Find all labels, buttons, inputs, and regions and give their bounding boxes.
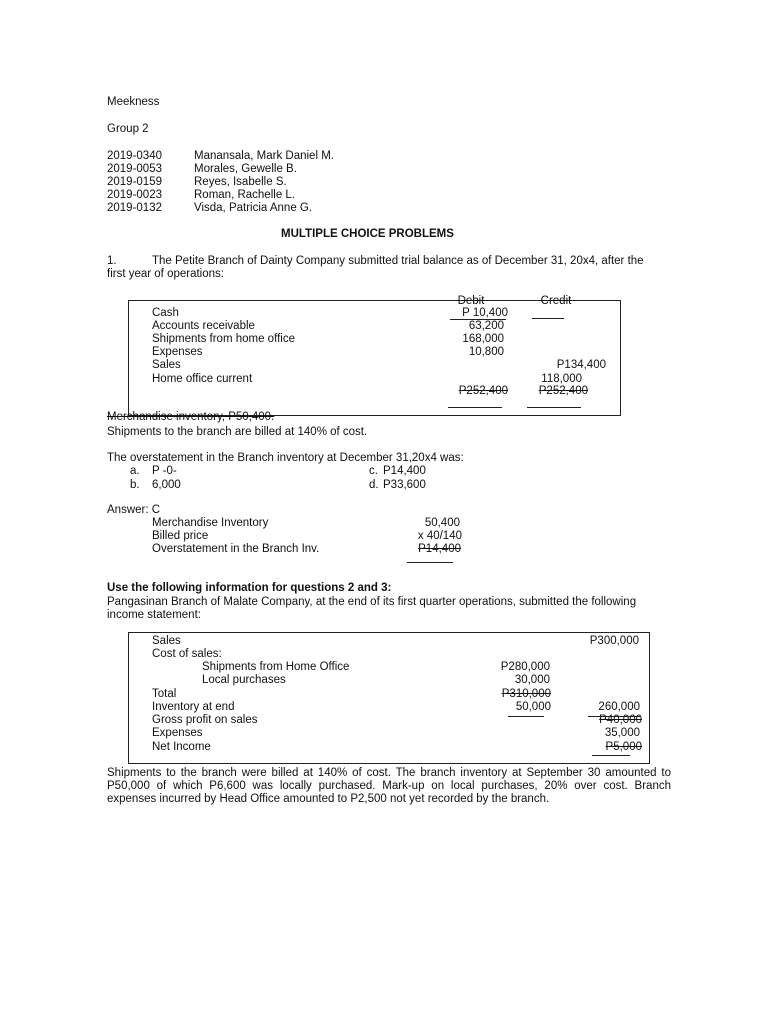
debit-value: 10,800 bbox=[468, 346, 504, 358]
line-label: Local purchases bbox=[202, 674, 286, 686]
info-heading: Use the following information for questions 2 and 3: bbox=[107, 582, 392, 594]
choice-text: P14,400 bbox=[383, 465, 426, 477]
intro-text: Pangasinan Branch of Malate Company, at the end of its first quarter operations, submitted the following bbox=[107, 596, 637, 608]
account-label: Expenses bbox=[152, 346, 203, 358]
account-label: Sales bbox=[152, 359, 181, 371]
line-label: Shipments from Home Office bbox=[202, 661, 350, 673]
solution-value: 50,400 bbox=[424, 517, 460, 529]
line-value: P280,000 bbox=[500, 661, 550, 673]
account-label: Accounts receivable bbox=[152, 320, 255, 332]
underline bbox=[588, 716, 640, 717]
line-label: Cost of sales: bbox=[152, 648, 222, 660]
double-underline bbox=[527, 407, 581, 408]
solution-label: Merchandise Inventory bbox=[152, 517, 269, 529]
underline bbox=[450, 319, 506, 320]
member-id: 2019-0023 bbox=[107, 189, 162, 201]
question-number: 1. bbox=[107, 255, 117, 267]
credit-header: Credit bbox=[540, 295, 572, 307]
choice-label: a. bbox=[130, 465, 140, 477]
member-id: 2019-0132 bbox=[107, 202, 162, 214]
line-value: P300,000 bbox=[589, 635, 639, 647]
solution-label: Billed price bbox=[152, 530, 209, 542]
question-text: first year of operations: bbox=[107, 268, 224, 280]
line-label: Sales bbox=[152, 635, 181, 647]
member-name: Visda, Patricia Anne G. bbox=[194, 202, 313, 214]
question-text: The overstatement in the Branch inventory at December 31,20x4 was: bbox=[107, 452, 464, 464]
intro-text: income statement: bbox=[107, 609, 201, 621]
group-name: Meekness bbox=[107, 96, 160, 108]
member-id: 2019-0053 bbox=[107, 163, 162, 175]
choice-label: d. bbox=[369, 479, 379, 491]
line-label: Net Income bbox=[152, 741, 211, 753]
line-value: 50,000 bbox=[515, 701, 551, 713]
solution-value: P14,400 bbox=[418, 543, 461, 555]
account-label: Cash bbox=[152, 307, 179, 319]
choice-label: c. bbox=[369, 465, 378, 477]
debit-value: P 10,400 bbox=[462, 307, 508, 319]
line-label: Total bbox=[152, 688, 177, 700]
line-label: Expenses bbox=[152, 727, 203, 739]
section-title: MULTIPLE CHOICE PROBLEMS bbox=[281, 228, 454, 240]
credit-value: 118,000 bbox=[541, 373, 582, 385]
group-label: Group 2 bbox=[107, 123, 149, 135]
line-value: P5,000 bbox=[605, 741, 642, 753]
line-label: Gross profit on sales bbox=[152, 714, 258, 726]
choice-text: P33,600 bbox=[383, 479, 426, 491]
line-value: P40,000 bbox=[599, 714, 642, 726]
account-label: Shipments from home office bbox=[152, 333, 295, 345]
member-name: Morales, Gewelle B. bbox=[194, 163, 297, 175]
note-text: Merchandise inventory, P50,400. bbox=[107, 411, 275, 423]
debit-value: 168,000 bbox=[462, 333, 504, 345]
answer-label: Answer: C bbox=[107, 504, 161, 516]
solution-label: Overstatement in the Branch Inv. bbox=[152, 543, 320, 555]
question-text: The Petite Branch of Dainty Company submitted trial balance as of December 31, 20x4, after the bbox=[152, 255, 644, 267]
credit-total: P252,400 bbox=[538, 385, 588, 397]
line-value: 35,000 bbox=[604, 727, 640, 739]
closing-paragraph: Shipments to the branch were billed at 140% of cost. The branch inventory at September 30 amounted to P50,000 of which P6,600 was locally purchased. Mark-up on local purchases, 20% over cost. Branch expenses incurred by Head Office amounted to P2,500 not yet recorded by the branch. bbox=[107, 767, 671, 805]
line-value: 260,000 bbox=[598, 701, 640, 713]
solution-value: x 40/140 bbox=[417, 530, 462, 542]
member-name: Manansala, Mark Daniel M. bbox=[194, 150, 334, 162]
double-underline bbox=[407, 562, 453, 563]
underline bbox=[532, 318, 564, 319]
line-value: 30,000 bbox=[514, 674, 550, 686]
member-id: 2019-0340 bbox=[107, 150, 162, 162]
credit-value: P134,400 bbox=[556, 359, 606, 371]
choice-label: b. bbox=[130, 479, 140, 491]
line-value: P310,000 bbox=[501, 688, 551, 700]
note-text: Shipments to the branch are billed at 140% of cost. bbox=[107, 426, 368, 438]
debit-total: P252,400 bbox=[458, 385, 508, 397]
member-name: Roman, Rachelle L. bbox=[194, 189, 295, 201]
line-label: Inventory at end bbox=[152, 701, 235, 713]
debit-header: Debit bbox=[457, 295, 485, 307]
underline bbox=[508, 716, 544, 717]
debit-value: 63,200 bbox=[468, 320, 504, 332]
double-underline bbox=[592, 755, 630, 756]
member-name: Reyes, Isabelle S. bbox=[194, 176, 287, 188]
choice-text: 6,000 bbox=[152, 479, 181, 491]
double-underline bbox=[448, 407, 502, 408]
account-label: Home office current bbox=[152, 373, 253, 385]
choice-text: P -0- bbox=[152, 465, 177, 477]
member-id: 2019-0159 bbox=[107, 176, 162, 188]
